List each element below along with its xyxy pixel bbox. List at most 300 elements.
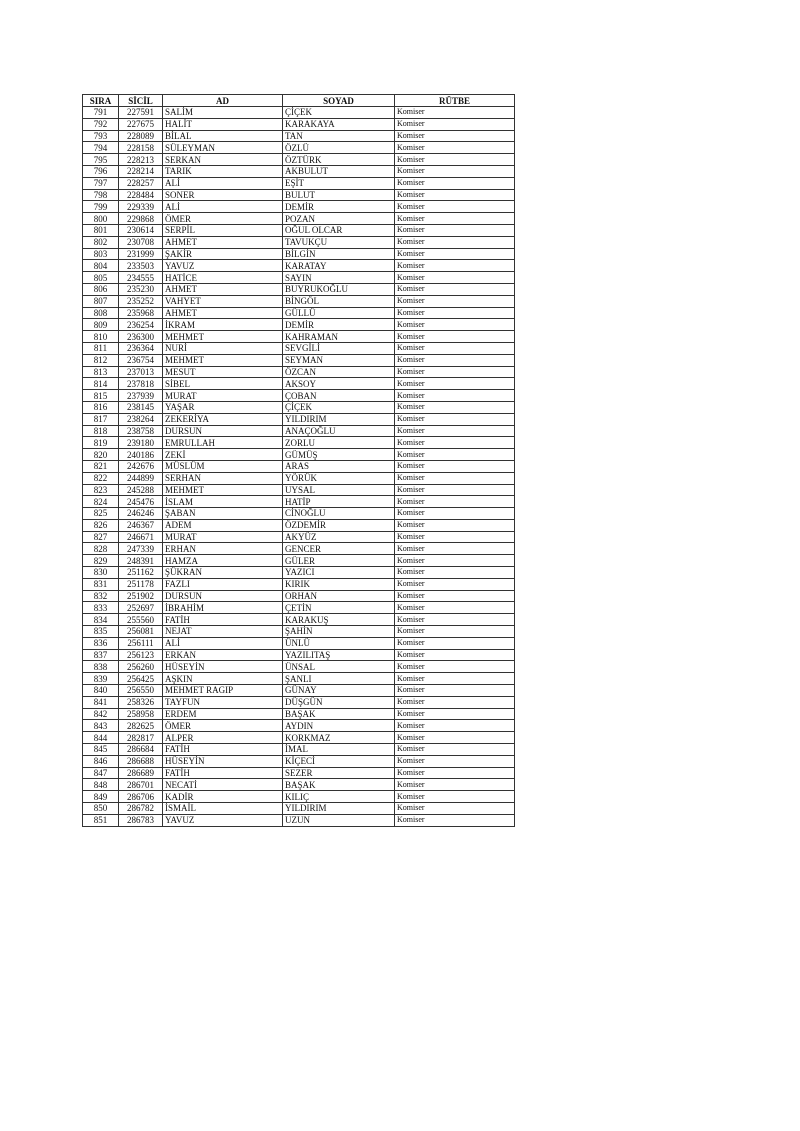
sicil-cell: 256111 bbox=[119, 637, 163, 649]
sicil-cell: 251178 bbox=[119, 578, 163, 590]
soyad-cell: KARATAY bbox=[283, 260, 395, 272]
sicil-cell: 251162 bbox=[119, 567, 163, 579]
table-row bbox=[83, 331, 515, 343]
rutbe-cell: Komiser bbox=[395, 496, 515, 508]
sicil-cell: 256550 bbox=[119, 685, 163, 697]
ad-cell: ERKAN bbox=[163, 649, 283, 661]
rutbe-cell: Komiser bbox=[395, 484, 515, 496]
soyad-cell: KİÇECİ bbox=[283, 755, 395, 767]
soyad-cell: ÇETİN bbox=[283, 602, 395, 614]
sira-cell: 799 bbox=[83, 201, 119, 213]
ad-cell: BİLAL bbox=[163, 130, 283, 142]
rutbe-cell: Komiser bbox=[395, 555, 515, 567]
rutbe-cell: Komiser bbox=[395, 708, 515, 720]
ad-cell: MEHMET RAGIP bbox=[163, 685, 283, 697]
table-row bbox=[83, 814, 515, 826]
rutbe-cell: Komiser bbox=[395, 744, 515, 756]
rutbe-cell: Komiser bbox=[395, 107, 515, 119]
soyad-cell: BAŞAK bbox=[283, 779, 395, 791]
sicil-cell: 239180 bbox=[119, 437, 163, 449]
rutbe-cell: Komiser bbox=[395, 283, 515, 295]
ad-cell: DURSUN bbox=[163, 425, 283, 437]
table-row bbox=[83, 307, 515, 319]
table-row bbox=[83, 496, 515, 508]
sicil-cell: 238758 bbox=[119, 425, 163, 437]
sicil-cell: 228257 bbox=[119, 177, 163, 189]
sira-cell: 818 bbox=[83, 425, 119, 437]
sicil-cell: 286783 bbox=[119, 814, 163, 826]
soyad-cell: DEMİR bbox=[283, 319, 395, 331]
table-row bbox=[83, 130, 515, 142]
table-row bbox=[83, 767, 515, 779]
sicil-cell: 228484 bbox=[119, 189, 163, 201]
soyad-cell: ÜNLÜ bbox=[283, 637, 395, 649]
personnel-table bbox=[82, 94, 515, 827]
sira-cell: 844 bbox=[83, 732, 119, 744]
table-row bbox=[83, 236, 515, 248]
soyad-cell: SEYMAN bbox=[283, 354, 395, 366]
ad-cell: SERPİL bbox=[163, 224, 283, 236]
soyad-cell: ANAÇOĞLU bbox=[283, 425, 395, 437]
table-row bbox=[83, 661, 515, 673]
soyad-cell: ŞAHİN bbox=[283, 626, 395, 638]
rutbe-cell: Komiser bbox=[395, 460, 515, 472]
sira-cell: 807 bbox=[83, 295, 119, 307]
soyad-cell: BİLGİN bbox=[283, 248, 395, 260]
ad-cell: KADİR bbox=[163, 791, 283, 803]
sira-cell: 824 bbox=[83, 496, 119, 508]
table-row bbox=[83, 649, 515, 661]
rutbe-cell: Komiser bbox=[395, 295, 515, 307]
soyad-cell: OĞUL OLCAR bbox=[283, 224, 395, 236]
sira-cell: 816 bbox=[83, 401, 119, 413]
sicil-cell: 286684 bbox=[119, 744, 163, 756]
ad-cell: YAVUZ bbox=[163, 814, 283, 826]
rutbe-cell: Komiser bbox=[395, 201, 515, 213]
ad-cell: FATİH bbox=[163, 744, 283, 756]
sira-cell: 804 bbox=[83, 260, 119, 272]
rutbe-cell: Komiser bbox=[395, 130, 515, 142]
ad-cell: TARIK bbox=[163, 165, 283, 177]
table-row bbox=[83, 142, 515, 154]
soyad-cell: ÖZCAN bbox=[283, 366, 395, 378]
table-row bbox=[83, 272, 515, 284]
table-row bbox=[83, 744, 515, 756]
soyad-cell: ÇOBAN bbox=[283, 390, 395, 402]
soyad-cell: YILDIRIM bbox=[283, 413, 395, 425]
table-row bbox=[83, 543, 515, 555]
sira-cell: 808 bbox=[83, 307, 119, 319]
ad-cell: HATİCE bbox=[163, 272, 283, 284]
table-row bbox=[83, 519, 515, 531]
table-row bbox=[83, 732, 515, 744]
rutbe-cell: Komiser bbox=[395, 803, 515, 815]
soyad-cell: SEVGİLİ bbox=[283, 342, 395, 354]
table-row bbox=[83, 626, 515, 638]
rutbe-cell: Komiser bbox=[395, 165, 515, 177]
table-row bbox=[83, 673, 515, 685]
table-row bbox=[83, 484, 515, 496]
rutbe-cell: Komiser bbox=[395, 732, 515, 744]
ad-cell: MEHMET bbox=[163, 354, 283, 366]
rutbe-cell: Komiser bbox=[395, 142, 515, 154]
ad-cell: MÜSLÜM bbox=[163, 460, 283, 472]
sicil-cell: 245476 bbox=[119, 496, 163, 508]
rutbe-cell: Komiser bbox=[395, 401, 515, 413]
sira-cell: 820 bbox=[83, 449, 119, 461]
soyad-cell: KIRIK bbox=[283, 578, 395, 590]
table-row bbox=[83, 260, 515, 272]
ad-cell: MURAT bbox=[163, 531, 283, 543]
sira-cell: 801 bbox=[83, 224, 119, 236]
ad-cell: SALİM bbox=[163, 107, 283, 119]
sicil-cell: 231999 bbox=[119, 248, 163, 260]
ad-cell: HALİT bbox=[163, 118, 283, 130]
sira-cell: 795 bbox=[83, 154, 119, 166]
ad-cell: ZEKERİYA bbox=[163, 413, 283, 425]
rutbe-cell: Komiser bbox=[395, 189, 515, 201]
ad-cell: HÜSEYİN bbox=[163, 661, 283, 673]
sira-cell: 838 bbox=[83, 661, 119, 673]
rutbe-cell: Komiser bbox=[395, 118, 515, 130]
sicil-cell: 236254 bbox=[119, 319, 163, 331]
ad-cell: ALİ bbox=[163, 201, 283, 213]
ad-cell: ADEM bbox=[163, 519, 283, 531]
soyad-cell: KARAKAYA bbox=[283, 118, 395, 130]
ad-cell: SÜLEYMAN bbox=[163, 142, 283, 154]
sira-cell: 794 bbox=[83, 142, 119, 154]
sicil-cell: 282817 bbox=[119, 732, 163, 744]
table-body bbox=[83, 107, 515, 827]
rutbe-cell: Komiser bbox=[395, 425, 515, 437]
table-row bbox=[83, 224, 515, 236]
ad-cell: DURSUN bbox=[163, 590, 283, 602]
soyad-cell: BULUT bbox=[283, 189, 395, 201]
table-row bbox=[83, 118, 515, 130]
ad-cell: AHMET bbox=[163, 236, 283, 248]
sicil-cell: 258958 bbox=[119, 708, 163, 720]
sicil-cell: 235230 bbox=[119, 283, 163, 295]
ad-cell: ALPER bbox=[163, 732, 283, 744]
sicil-cell: 236754 bbox=[119, 354, 163, 366]
ad-cell: MESUT bbox=[163, 366, 283, 378]
sicil-cell: 246367 bbox=[119, 519, 163, 531]
soyad-cell: POZAN bbox=[283, 213, 395, 225]
sira-cell: 810 bbox=[83, 331, 119, 343]
ad-cell: AŞKIN bbox=[163, 673, 283, 685]
soyad-cell: TAN bbox=[283, 130, 395, 142]
rutbe-cell: Komiser bbox=[395, 236, 515, 248]
ad-cell: MURAT bbox=[163, 390, 283, 402]
rutbe-cell: Komiser bbox=[395, 626, 515, 638]
table-row bbox=[83, 201, 515, 213]
sicil-cell: 229868 bbox=[119, 213, 163, 225]
rutbe-cell: Komiser bbox=[395, 378, 515, 390]
sira-cell: 797 bbox=[83, 177, 119, 189]
table-row bbox=[83, 637, 515, 649]
ad-cell: MEHMET bbox=[163, 484, 283, 496]
soyad-cell: YAZICI bbox=[283, 567, 395, 579]
soyad-cell: AKBULUT bbox=[283, 165, 395, 177]
soyad-cell: GÜLER bbox=[283, 555, 395, 567]
sicil-cell: 237013 bbox=[119, 366, 163, 378]
sicil-cell: 245288 bbox=[119, 484, 163, 496]
table-row bbox=[83, 460, 515, 472]
rutbe-cell: Komiser bbox=[395, 661, 515, 673]
soyad-cell: KAHRAMAN bbox=[283, 331, 395, 343]
sira-cell: 846 bbox=[83, 755, 119, 767]
ad-cell: HÜSEYİN bbox=[163, 755, 283, 767]
table-row bbox=[83, 590, 515, 602]
sira-cell: 827 bbox=[83, 531, 119, 543]
sira-cell: 802 bbox=[83, 236, 119, 248]
table-row bbox=[83, 342, 515, 354]
sicil-cell: 235968 bbox=[119, 307, 163, 319]
sira-cell: 843 bbox=[83, 720, 119, 732]
table-row bbox=[83, 165, 515, 177]
sira-cell: 829 bbox=[83, 555, 119, 567]
sira-cell: 796 bbox=[83, 165, 119, 177]
rutbe-cell: Komiser bbox=[395, 590, 515, 602]
sicil-cell: 233503 bbox=[119, 260, 163, 272]
sicil-cell: 236364 bbox=[119, 342, 163, 354]
table-row bbox=[83, 401, 515, 413]
rutbe-cell: Komiser bbox=[395, 472, 515, 484]
sira-cell: 809 bbox=[83, 319, 119, 331]
rutbe-cell: Komiser bbox=[395, 814, 515, 826]
rutbe-cell: Komiser bbox=[395, 779, 515, 791]
table-row bbox=[83, 366, 515, 378]
soyad-cell: BİNGÖL bbox=[283, 295, 395, 307]
rutbe-cell: Komiser bbox=[395, 767, 515, 779]
soyad-cell: DEMİR bbox=[283, 201, 395, 213]
sicil-cell: 246671 bbox=[119, 531, 163, 543]
table-row bbox=[83, 177, 515, 189]
ad-cell: ÖMER bbox=[163, 213, 283, 225]
sira-cell: 851 bbox=[83, 814, 119, 826]
table-row bbox=[83, 413, 515, 425]
soyad-cell: SEZER bbox=[283, 767, 395, 779]
table-row bbox=[83, 708, 515, 720]
sira-cell: 817 bbox=[83, 413, 119, 425]
ad-cell: ŞAKİR bbox=[163, 248, 283, 260]
sicil-cell: 244899 bbox=[119, 472, 163, 484]
table-row bbox=[83, 720, 515, 732]
table-row bbox=[83, 779, 515, 791]
ad-cell: NURİ bbox=[163, 342, 283, 354]
sira-cell: 815 bbox=[83, 390, 119, 402]
soyad-cell: UZUN bbox=[283, 814, 395, 826]
ad-cell: EMRULLAH bbox=[163, 437, 283, 449]
soyad-cell: YÖRÜK bbox=[283, 472, 395, 484]
ad-cell: NEJAT bbox=[163, 626, 283, 638]
soyad-cell: YAZILITAŞ bbox=[283, 649, 395, 661]
soyad-cell: KILIÇ bbox=[283, 791, 395, 803]
table-row bbox=[83, 425, 515, 437]
table-row bbox=[83, 437, 515, 449]
soyad-cell: UYSAL bbox=[283, 484, 395, 496]
rutbe-cell: Komiser bbox=[395, 319, 515, 331]
ad-cell: SONER bbox=[163, 189, 283, 201]
table-row bbox=[83, 378, 515, 390]
sicil-cell: 227675 bbox=[119, 118, 163, 130]
soyad-cell: ZORLU bbox=[283, 437, 395, 449]
sicil-cell: 228089 bbox=[119, 130, 163, 142]
soyad-cell: HATİP bbox=[283, 496, 395, 508]
sira-cell: 805 bbox=[83, 272, 119, 284]
table-row bbox=[83, 472, 515, 484]
sicil-cell: 242676 bbox=[119, 460, 163, 472]
rutbe-cell: Komiser bbox=[395, 331, 515, 343]
table-row bbox=[83, 685, 515, 697]
ad-cell: NECATİ bbox=[163, 779, 283, 791]
ad-cell: ÖMER bbox=[163, 720, 283, 732]
soyad-cell: EŞİT bbox=[283, 177, 395, 189]
sicil-cell: 256123 bbox=[119, 649, 163, 661]
ad-cell: İSLAM bbox=[163, 496, 283, 508]
rutbe-cell: Komiser bbox=[395, 720, 515, 732]
column-header-sira: SIRA bbox=[83, 95, 119, 107]
sira-cell: 825 bbox=[83, 508, 119, 520]
rutbe-cell: Komiser bbox=[395, 366, 515, 378]
rutbe-cell: Komiser bbox=[395, 578, 515, 590]
soyad-cell: ÇİÇEK bbox=[283, 107, 395, 119]
soyad-cell: AKSOY bbox=[283, 378, 395, 390]
table-row bbox=[83, 449, 515, 461]
sicil-cell: 286688 bbox=[119, 755, 163, 767]
sira-cell: 811 bbox=[83, 342, 119, 354]
soyad-cell: ÖZLÜ bbox=[283, 142, 395, 154]
rutbe-cell: Komiser bbox=[395, 154, 515, 166]
sicil-cell: 286701 bbox=[119, 779, 163, 791]
ad-cell: ERDEM bbox=[163, 708, 283, 720]
sira-cell: 849 bbox=[83, 791, 119, 803]
soyad-cell: GÜNAY bbox=[283, 685, 395, 697]
soyad-cell: KARAKUŞ bbox=[283, 614, 395, 626]
sira-cell: 842 bbox=[83, 708, 119, 720]
ad-cell: FATİH bbox=[163, 767, 283, 779]
soyad-cell: ORHAN bbox=[283, 590, 395, 602]
ad-cell: SERHAN bbox=[163, 472, 283, 484]
sira-cell: 791 bbox=[83, 107, 119, 119]
soyad-cell: AKYÜZ bbox=[283, 531, 395, 543]
sicil-cell: 230614 bbox=[119, 224, 163, 236]
sira-cell: 841 bbox=[83, 696, 119, 708]
sira-cell: 792 bbox=[83, 118, 119, 130]
sicil-cell: 251902 bbox=[119, 590, 163, 602]
sira-cell: 793 bbox=[83, 130, 119, 142]
sira-cell: 814 bbox=[83, 378, 119, 390]
sicil-cell: 227591 bbox=[119, 107, 163, 119]
sira-cell: 850 bbox=[83, 803, 119, 815]
ad-cell: ŞABAN bbox=[163, 508, 283, 520]
rutbe-cell: Komiser bbox=[395, 685, 515, 697]
sira-cell: 821 bbox=[83, 460, 119, 472]
rutbe-cell: Komiser bbox=[395, 791, 515, 803]
ad-cell: AHMET bbox=[163, 307, 283, 319]
soyad-cell: DÜŞGÜN bbox=[283, 696, 395, 708]
ad-cell: İKRAM bbox=[163, 319, 283, 331]
sira-cell: 813 bbox=[83, 366, 119, 378]
rutbe-cell: Komiser bbox=[395, 508, 515, 520]
sira-cell: 819 bbox=[83, 437, 119, 449]
sicil-cell: 286706 bbox=[119, 791, 163, 803]
rutbe-cell: Komiser bbox=[395, 307, 515, 319]
sira-cell: 847 bbox=[83, 767, 119, 779]
sicil-cell: 256081 bbox=[119, 626, 163, 638]
sira-cell: 840 bbox=[83, 685, 119, 697]
sira-cell: 823 bbox=[83, 484, 119, 496]
sicil-cell: 255560 bbox=[119, 614, 163, 626]
rutbe-cell: Komiser bbox=[395, 248, 515, 260]
rutbe-cell: Komiser bbox=[395, 449, 515, 461]
soyad-cell: CİNOĞLU bbox=[283, 508, 395, 520]
column-header-sicil: SİCİL bbox=[119, 95, 163, 107]
ad-cell: MEHMET bbox=[163, 331, 283, 343]
sicil-cell: 286782 bbox=[119, 803, 163, 815]
table-row bbox=[83, 354, 515, 366]
sicil-cell: 234555 bbox=[119, 272, 163, 284]
sicil-cell: 229339 bbox=[119, 201, 163, 213]
ad-cell: SERKAN bbox=[163, 154, 283, 166]
sicil-cell: 256260 bbox=[119, 661, 163, 673]
soyad-cell: ÇİÇEK bbox=[283, 401, 395, 413]
ad-cell: YAVUZ bbox=[163, 260, 283, 272]
table-row bbox=[83, 154, 515, 166]
soyad-cell: AYDIN bbox=[283, 720, 395, 732]
personnel-list-document bbox=[82, 94, 515, 827]
sicil-cell: 228214 bbox=[119, 165, 163, 177]
ad-cell: TAYFUN bbox=[163, 696, 283, 708]
ad-cell: ERHAN bbox=[163, 543, 283, 555]
sicil-cell: 246246 bbox=[119, 508, 163, 520]
sicil-cell: 258326 bbox=[119, 696, 163, 708]
rutbe-cell: Komiser bbox=[395, 696, 515, 708]
table-row bbox=[83, 755, 515, 767]
column-header-rutbe: RÜTBE bbox=[395, 95, 515, 107]
ad-cell: ZEKİ bbox=[163, 449, 283, 461]
sira-cell: 833 bbox=[83, 602, 119, 614]
sira-cell: 803 bbox=[83, 248, 119, 260]
sicil-cell: 237818 bbox=[119, 378, 163, 390]
rutbe-cell: Komiser bbox=[395, 614, 515, 626]
ad-cell: ALİ bbox=[163, 637, 283, 649]
ad-cell: İBRAHİM bbox=[163, 602, 283, 614]
rutbe-cell: Komiser bbox=[395, 177, 515, 189]
ad-cell: İSMAİL bbox=[163, 803, 283, 815]
table-row bbox=[83, 614, 515, 626]
ad-cell: YAŞAR bbox=[163, 401, 283, 413]
rutbe-cell: Komiser bbox=[395, 673, 515, 685]
rutbe-cell: Komiser bbox=[395, 437, 515, 449]
sicil-cell: 252697 bbox=[119, 602, 163, 614]
rutbe-cell: Komiser bbox=[395, 543, 515, 555]
sira-cell: 826 bbox=[83, 519, 119, 531]
sicil-cell: 282625 bbox=[119, 720, 163, 732]
rutbe-cell: Komiser bbox=[395, 649, 515, 661]
ad-cell: SİBEL bbox=[163, 378, 283, 390]
table-row bbox=[83, 213, 515, 225]
sicil-cell: 230708 bbox=[119, 236, 163, 248]
rutbe-cell: Komiser bbox=[395, 755, 515, 767]
rutbe-cell: Komiser bbox=[395, 272, 515, 284]
sira-cell: 834 bbox=[83, 614, 119, 626]
soyad-cell: BUYRUKOĞLU bbox=[283, 283, 395, 295]
rutbe-cell: Komiser bbox=[395, 531, 515, 543]
sira-cell: 848 bbox=[83, 779, 119, 791]
table-row bbox=[83, 189, 515, 201]
table-row bbox=[83, 319, 515, 331]
